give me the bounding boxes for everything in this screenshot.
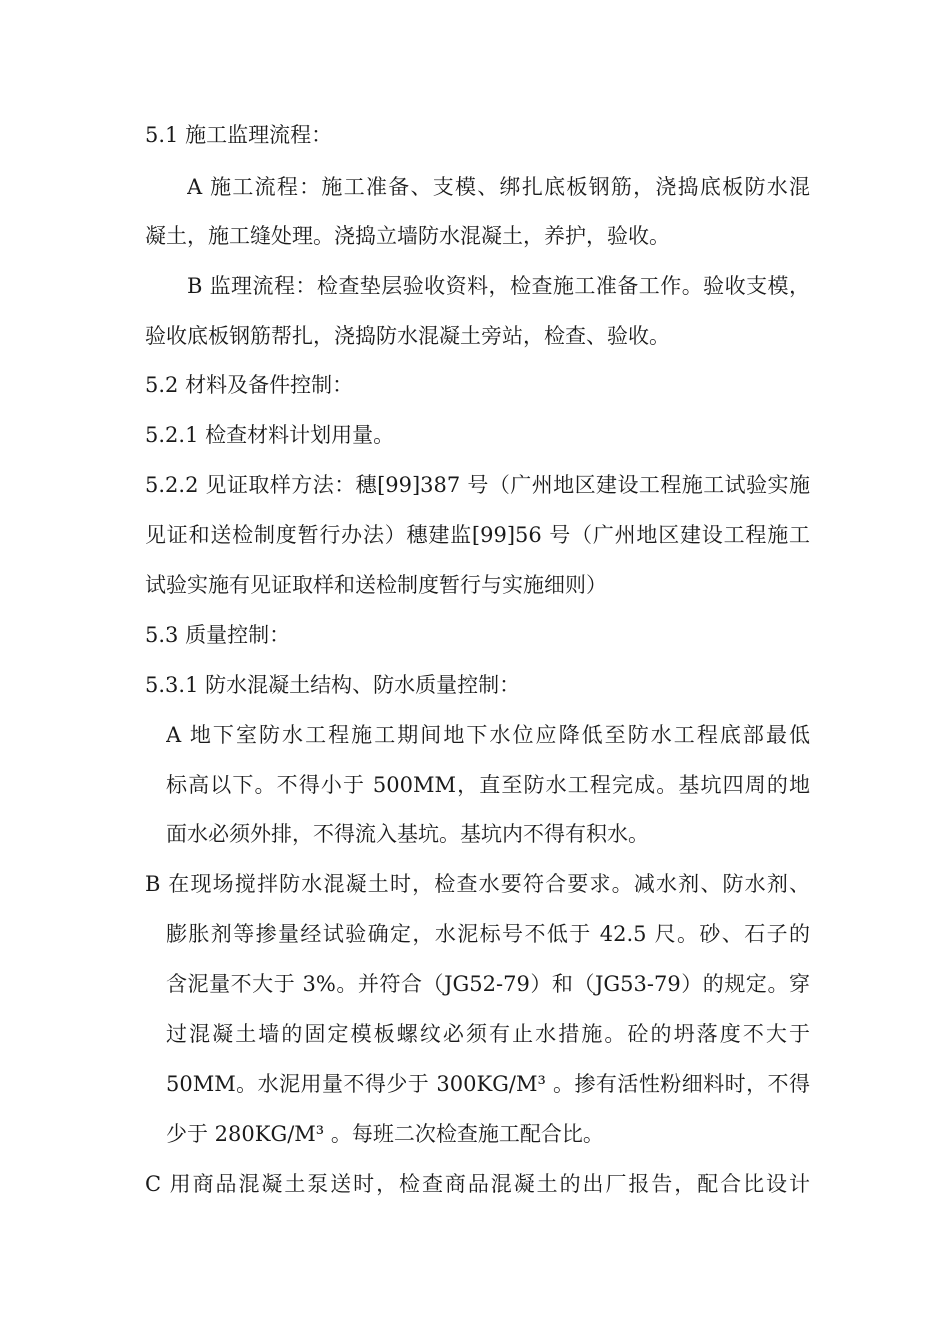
paragraph-line: A 施工流程：施工准备、支模、绑扎底板钢筋，浇捣底板防水混 [187, 175, 810, 199]
list-item-line: A 地下室防水工程施工期间地下水位应降低至防水工程底部最低 [166, 723, 810, 747]
list-item-line: 面水必须外排，不得流入基坑。基坑内不得有积水。 [166, 822, 649, 846]
list-item-line: 含泥量不大于 3%。并符合（JG52-79）和（JG53-79）的规定。穿 [166, 972, 810, 996]
list-item-line: 50MM。水泥用量不得少于 300KG/M³ 。掺有活性粉细料时，不得 [166, 1072, 810, 1096]
list-item-line: 少于 280KG/M³ 。每班二次检查施工配合比。 [166, 1122, 604, 1146]
list-item-line: 标高以下。不得小于 500MM，直至防水工程完成。基坑四周的地 [166, 773, 810, 797]
section-heading-5-1: 5.1 施工监理流程： [145, 123, 333, 147]
list-item-line: 过混凝土墙的固定模板螺纹必须有止水措施。砼的坍落度不大于 [166, 1022, 810, 1046]
section-heading-5-2-1: 5.2.1 检查材料计划用量。 [145, 423, 395, 447]
section-heading-5-3-1: 5.3.1 防水混凝土结构、防水质量控制： [145, 673, 521, 697]
list-item-line: C 用商品混凝土泵送时，检查商品混凝土的出厂报告，配合比设计 [145, 1172, 810, 1196]
paragraph-line: B 监理流程：检查垫层验收资料，检查施工准备工作。验收支模， [187, 274, 810, 298]
paragraph-line: 试验实施有见证取样和送检制度暂行与实施细则） [145, 573, 607, 597]
paragraph-line: 5.2.2 见证取样方法：穗[99]387 号（广州地区建设工程施工试验实施 [145, 473, 810, 497]
paragraph-line: 验收底板钢筋帮扎，浇捣防水混凝土旁站，检查、验收。 [145, 324, 670, 348]
section-heading-5-2: 5.2 材料及备件控制： [145, 373, 354, 397]
list-item-line: B 在现场搅拌防水混凝土时，检查水要符合要求。减水剂、防水剂、 [145, 872, 810, 896]
paragraph-line: 凝土，施工缝处理。浇捣立墙防水混凝土，养护，验收。 [145, 224, 670, 248]
list-item-line: 膨胀剂等掺量经试验确定，水泥标号不低于 42.5 尺。砂、石子的 [166, 922, 810, 946]
section-heading-5-3: 5.3 质量控制： [145, 623, 291, 647]
paragraph-line: 见证和送检制度暂行办法）穗建监[99]56 号（广州地区建设工程施工 [145, 523, 810, 547]
